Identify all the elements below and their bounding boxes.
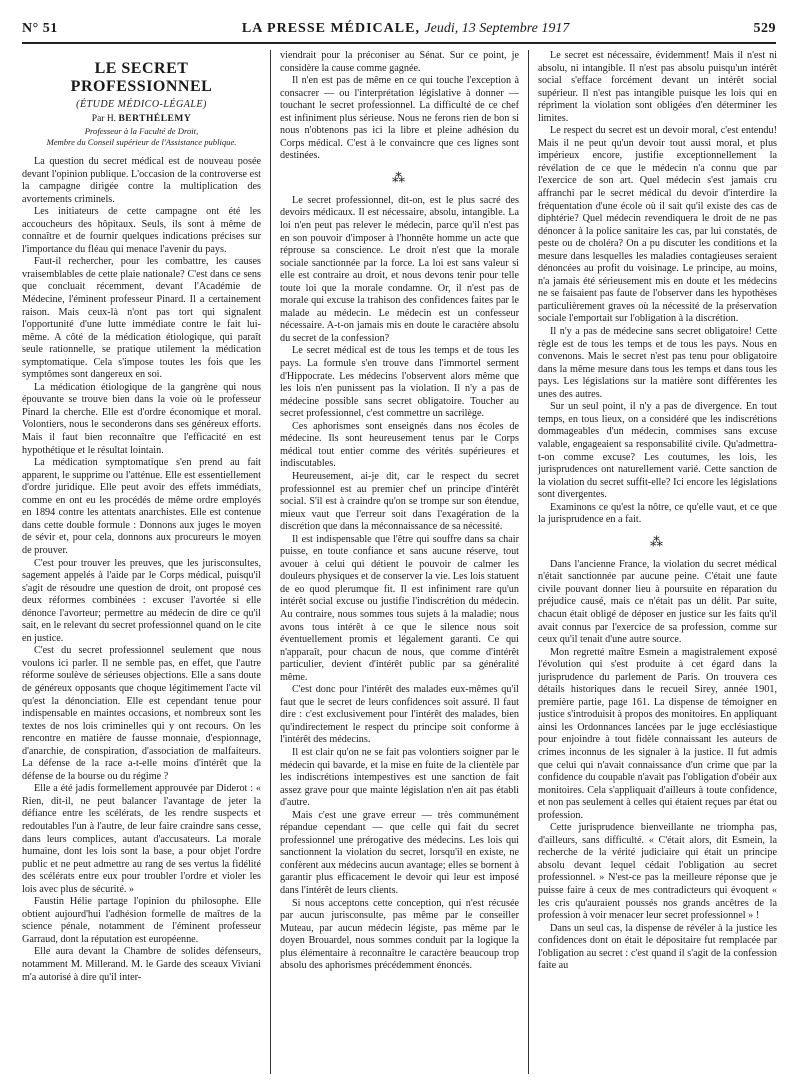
column-rule <box>528 50 529 1074</box>
author-line <box>22 114 261 124</box>
author-affiliation: Membre du Conseil supérieur de l'Assistance publique. <box>46 136 237 147</box>
paragraph: C'est pour trouver les preuves, que les jurisconsultes, sagement appelés à l'aide par le Corps médical, puisqu'il s'agit de résoudre une question de droit, ont proposé ces deux réformes combinées : excuser l'avortée si elle dénonce l'avorteur; permettre au médecin de dire ce qu'il sait, en le relevant du secret professionnel quand on le cite en justice. <box>22 557 261 644</box>
masthead <box>242 21 569 37</box>
paragraph: Mon regretté maître Esmein a magistralement exposé l'évolution qui s'est produite à cet égard dans la jurisprudence du parlement de Paris. On trouvera ces détails historiques dans le recueil Sirey, année 1901, première partie, page 161. La dispense de témoigner en justice s'introduisit à propos des monitoires. En appliquant ainsi les Ordonnances lancées par le juge ecclésiastique pour enjoindre à tout fidèle connaissant les auteurs de crimes inconnus de les signaler à la justice. Il fut admis que celui qui n'avait connaissance d'un crime que par la confidence du coupable n'avait pas l'obligation d'obéir aux monitoires. Cela s'appliquait d'ailleurs à toute confidence, et non pas seulement à celles qui étaient reçues par état ou profession. <box>538 646 777 821</box>
page-header <box>22 16 776 44</box>
paragraph: Il est indispensable que l'être qui souffre dans sa chair puisse, en toute confiance et sans aucune réserve, tout avouer à celui qui détient le pouvoir de calmer les douleurs physiques et de conserver la vie. Les lois statuent de eo quod plerumque fit. Il est infiniment rare qu'un intérêt social excuse ou justifie l'indiscrétion du médecin. Au contraire, nous sommes tous sujets à la maladie; nous avons tous intérêt à ce que le silence nous soit éventuellement promis et légalement garanti. Ce qui n'apparaît, pour chacun de nous, que comme d'intérêt particulier, devient d'intérêt public par sa généralité même. <box>280 533 519 683</box>
article-columns <box>22 50 778 1074</box>
paragraph: C'est donc pour l'intérêt des malades eux-mêmes qu'il faut que le secret de leurs confidences soit assuré. Il faut dire : c'est exclusivement pour l'intérêt des malades, bien qu'indirectement le respect du principe soit conforme à l'intérêt des médecins. <box>280 684 519 746</box>
paragraph: Faut-il rechercher, pour les combattre, les causes vraisemblables de cette plaie nationale? C'est dans ce sens que concluait récemment, devant l'Académie de Médecine, l'éminent professeur Pinard. Il a certainement raison. Mais ceux-là n'ont pas tort qui signalent l'opportunité d'une lutte immédiate contre le fait lui-même. A côté de la médication étiologique, qui paraît seule rationnelle, se pratique utilement la médication symptomatique. Cela s'impose toutes les fois que les symptômes sont dangereux en soi. <box>22 256 261 381</box>
paragraph: Il n'en est pas de même en ce qui touche l'exception à consacrer — ou l'interprétation législative à donner — touchant le secret professionnel. La difficulté de ce chef est infiniment plus sérieuse. Nous ne ferons rien de bon si nous n'obtenons pas ici la libre et pleine adhésion du Corps médical. C'est à le convaincre que ces lignes sont destinées. <box>280 75 519 162</box>
paragraph: Elle a été jadis formellement approuvée par Diderot : « Rien, dit-il, ne peut balancer l'avantage de jeter la défiance entre les scélérats, de les rendre suspects et redoutables l'un à l'autre, de leur faire craindre sans cesse, dans leurs complices, autant d'accusateurs. La morale humaine, dont les lois sont la base, a pour objet l'ordre public et ne peut admettre au rang de ses vertus la fidélité des scélérats entre eux pour troubler l'ordre et violer les lois avec plus de sécurité. » <box>22 783 261 895</box>
article-subtitle: (ÉTUDE MÉDICO-LÉGALE) <box>76 99 207 110</box>
paragraph: La question du secret médical est de nouveau posée devant l'opinion publique. L'occasion de la controverse est la campagne dirigée contre la multiplication des avortements criminels. <box>22 156 261 205</box>
paragraph: La médication étiologique de la gangrène qui nous épouvante se trouve bien dans la voie où le professeur Pinard la cherche. Elle est d'ordre économique et moral. Volontiers, nous le seconderons dans ses généreux efforts. Mais il faut bien reconnaître que l'efficacité en est hypothétique et le résultat lointain. <box>22 381 261 456</box>
author-affiliation: Professeur à la Faculté de Droit, <box>84 126 199 136</box>
paragraph: viendrait pour la préconiser au Sénat. Sur ce point, je considère la cause comme gagnée. <box>280 50 519 74</box>
paragraph: Les initiateurs de cette campagne ont été les accoucheurs des hôpitaux. Seuls, ils sont à même de connaître et de fournir quelques indications précises sur l'importance du fléau qui menace l'avenir du pays. <box>22 206 261 255</box>
paragraph: Cette jurisprudence bienveillante ne triompha pas, d'ailleurs, sans difficulté. « C'était alors, dit Esmein, la recherche de la vérité judiciaire qui était un principe absolu devant lequel cédait l'obligation au secret professionnel. » N'est-ce pas la meilleure réponse que je puisse faire à ceux de mes contradicteurs qui évoquent « les cris qu'auraient poussés nos grands ancêtres de la profession à voir menacer leur secret professionnel » ! <box>538 822 777 922</box>
article-title: LE SECRET PROFESSIONNEL <box>70 60 213 95</box>
paragraph: Ces aphorismes sont enseignés dans nos écoles de médecine. Ils sont heureusement tenus par le Corps médical tout entier comme des vérités supérieures et indiscutables. <box>280 420 519 470</box>
journal-name: LA PRESSE MÉDICALE, <box>241 21 420 36</box>
paragraph: Le respect du secret est un devoir moral, c'est entendu! Mais il ne peut qu'un devoir tout aussi moral, et plus impérieux encore, justifie exceptionnellement la révélation de ce que le médecin n'a connu que par l'exercice de son art. Quel médecin s'est jamais cru affranchi par le secret médical du devoir d'interdire la fréquentation d'une école où il sait qu'il existe des cas de diphtérie? Quel médecin revendiquera le droit de ne pas dénoncer à la police sanitaire les cas, par lui constatés, de peste ou de choléra? On a pu discuter les conditions et la mesure dans lesquelles les maladies contagieuses seraient dénoncées au profit du voisinage. Le principe, au moins, n'a jamais été sérieusement mis en doute et les médecins ne se faisaient pas faute de l'observer dans les hypothèses particulièrement graves où la nécessité de la préservation sociale l'emportait sur l'obligation à la discrétion. <box>538 125 777 325</box>
column-rule <box>270 50 271 1074</box>
author-name: BERTHÉLEMY <box>118 114 192 124</box>
article-heading <box>22 50 261 147</box>
paragraph: Le secret est nécessaire, évidemment! Mais il n'est ni absolu, ni intangible. Il n'est pas absolu puisqu'un intérêt social s'efface forcément devant un intérêt social supérieur. Il n'est pas intangible puisque les lois qui en répriment la violation sont obligées d'en déterminer les limites. <box>538 50 777 124</box>
paragraph: Dans l'ancienne France, la violation du secret médical n'était sanctionnée par aucune peine. C'était une faute civile pouvant donner lieu à poursuite en réparation du préjudice causé, mais ce n'était pas un délit. Par suite, chacun était obligé de déposer en justice sur les faits qu'il avait connus par l'exercice de sa profession, comme sur ceux qu'il tenait d'une autre source. <box>538 558 777 646</box>
column-2 <box>280 50 519 1074</box>
paragraph: Le secret médical est de tous les temps et de tous les pays. La formule s'en trouve dans l'immortel serment d'Hippocrate. Les médecins l'observent alors même que les lois n'en punissent pas la violation. Il n'y a pas de médecine possible sans secret obligatoire. Toucher au secret professionnel, c'est commettre un sacrilège. <box>280 345 519 420</box>
paragraph: Il n'y a pas de médecine sans secret obligatoire! Cette règle est de tous les temps et de tous les pays. Nous en convenons. Mais le secret n'est pas tenu pour obligatoire dans la même mesure dans tous les temps et dans tous les pays. Les législations sur la matière sont différentes les unes des autres. <box>538 326 777 400</box>
paragraph: Heureusement, ai-je dit, car le respect du secret professionnel est au premier chef un principe d'intérêt social. S'il est à craindre qu'on se trompe sur son étendue, mieux vaut que l'erreur soit dans l'exagération de la discrétion que dans la méconnaissance de sa nécessité. <box>280 470 519 533</box>
paragraph: Le secret professionnel, dit-on, est le plus sacré des devoirs médicaux. Il est nécessaire, absolu, intangible. La loi n'en peut pas relever le médecin, parce qu'il n'est pas en son pouvoir d'imposer à l'honnête homme un acte que réprouse sa conscience. Le droit n'est que la morale sociale sanctionnée par la force. La loi est sans valeur si elle est contraire au droit, et nous devons tenir pour telle toute loi que la morale condamne. Or, il n'est pas de morale qui excuse la trahison des confidences faites par le malade au médecin. Le médecin est un confesseur nécessaire. A-t-on jamais mis en doute le caractère absolu du secret de la confession? <box>280 194 519 344</box>
page-number: 529 <box>753 21 776 36</box>
paragraph: Il est clair qu'on ne se fait pas volontiers soigner par le médecin qui bavarde, et la mise en fuite de la clientèle par les indiscrétions intempestives est une sanction de fait assez grave pour que mainte législation n'en ait pas établi d'autre. <box>280 746 519 809</box>
paragraph: Dans un seul cas, la dispense de révéler à la justice les confidences dont on était le dépositaire fut remplacée par l'obligation au secret : c'est quand il s'agit de la confession faite au <box>538 922 777 972</box>
issue-date: Jeudi, 13 Septembre 1917 <box>424 21 570 36</box>
paragraph: Elle aura devant la Chambre de solides défenseurs, notamment M. Millerand. M. le Garde des sceaux Viviani m'a autorisé à dire qu'il inter- <box>22 946 261 983</box>
paragraph: Sur un seul point, il n'y a pas de divergence. En tout temps, en tous lieux, on a considéré que les indiscrétions dommageables d'un médecin, commises sans excuse valable, engageaient sa responsabilité civile. Qu'admettra-t-on comme excuse? Les coutumes, les lois, les jurisprudences ont naturellement varié. Cette sanction de la violation du secret suffit-elle? Ici encore les législations sont divergentes. <box>538 401 777 501</box>
paragraph: Si nous acceptons cette conception, qui n'est récusée par aucun jurisconsulte, pas même par le conseiller Muteau, par aucun médecin légiste, pas même par le doyen Brouardel, nous sommes conduit par la logique la plus élémentaire à reconnaître le caractère beaucoup trop absolu des aphorismes précédemment énoncés. <box>280 897 519 972</box>
section-separator: ⁂ <box>650 533 665 549</box>
paragraph: Mais c'est une grave erreur — très communément répandue cependant — que celle qui fait du secret professionnel une prérogative des médecins. Les lois qui sanctionnent la violation du secret, lorsqu'il en existe, ne confèrent aux médecins aucun avantage; elles se bornent à garantir plus efficacement le devoir qui leur est imposé dans l'intérêt de leurs clients. <box>280 809 519 896</box>
paragraph: La médication symptomatique s'en prend au fait apparent, le supprime ou l'atténue. Elle est essentiellement d'ordre juridique. Elle peut avoir des effets immédiats, comme en ont eu les procédés de même ordre employés en 1894 contre les attentats anarchistes. Elle est contenue dans cette double formule : Donnons aux juges le moyen de sévir et, pour cela, donnons aux procureurs le moyen de prouver. <box>22 457 261 556</box>
column-3 <box>538 50 777 1074</box>
author-prefix: Par H. <box>91 114 117 124</box>
paragraph: Examinons ce qu'est la nôtre, ce qu'elle vaut, et ce que la jurisprudence en a fait. <box>538 501 777 526</box>
paragraph: Faustin Hélie partage l'opinion du philosophe. Elle obtient aujourd'hui l'adhésion formelle de maîtres de la science pénale, notamment de l'éminent professeur Garraud, dont la réputation est européenne. <box>22 896 261 945</box>
issue-number: N° 51 <box>22 21 58 36</box>
paragraph: C'est du secret professionnel seulement que nous voulons ici parler. Il ne semble pas, en effet, que l'autre réforme soulève de sérieuses objections. Elle a sans doute de généreux opposants que choque légitimement l'acte vil qu'est la dénonciation. Elle est cependant tenue pour indispensable en maintes occasions, et nombreux sont les textes de nos lois criminelles qui y ont recours. On les rencontre en matière de fausse monnaie, d'espionnage, d'anarchie, de conspiration, d'association de malfaiteurs. La défense de la race a-t-elle moins d'intérêt que la défense de la bourse ou du régime ? <box>22 645 261 782</box>
section-separator: ⁂ <box>392 169 407 185</box>
column-1 <box>22 50 261 1074</box>
